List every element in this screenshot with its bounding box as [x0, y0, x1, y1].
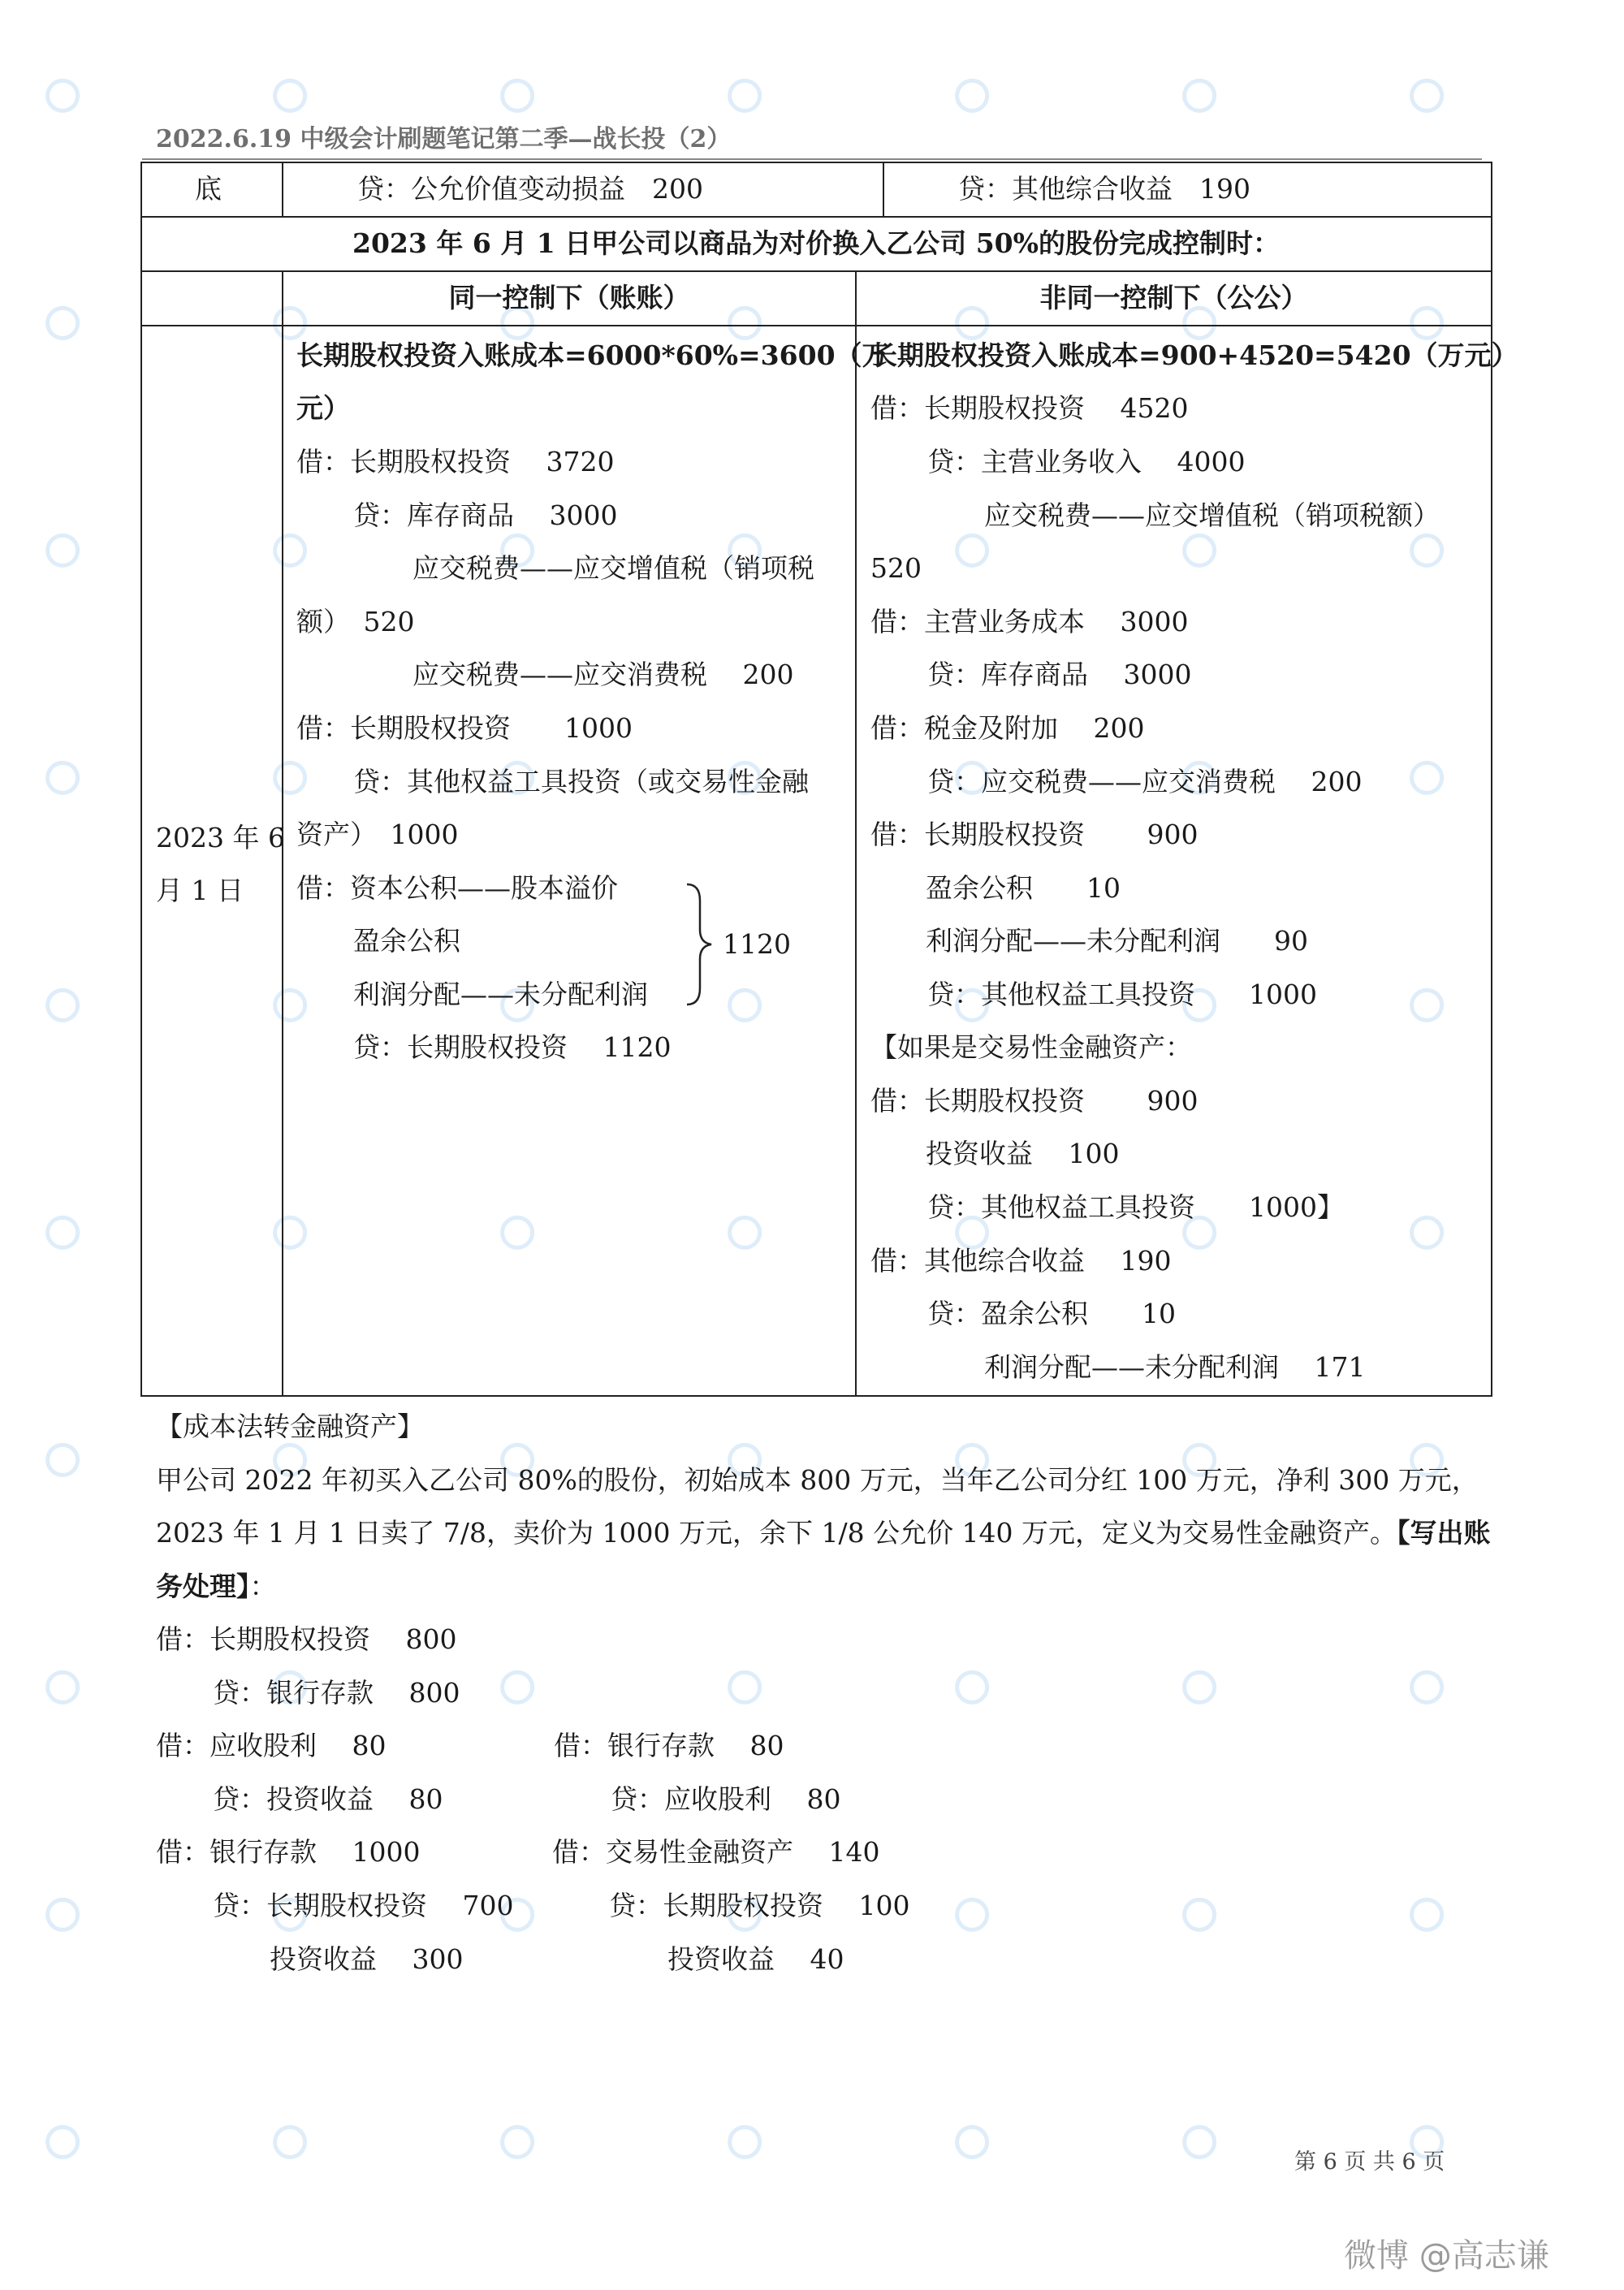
- watermark-logo-icon: [1172, 1579, 1330, 1718]
- right-entry-line: 利润分配——未分配利润 90: [926, 925, 1308, 957]
- watermark-logo-icon: [35, 443, 193, 581]
- answer-entry: 借：银行存款 80: [554, 1730, 784, 1761]
- left-entry-line: 借：长期股权投资 3720: [296, 446, 615, 477]
- brace-total: 1120: [723, 928, 791, 960]
- watermark-logo-icon: [1172, 1807, 1330, 1945]
- right-entry-line: 借：主营业务成本 3000: [870, 606, 1189, 637]
- watermark-logo-icon: [35, 670, 193, 808]
- right-entry-line: 贷：库存商品 3000: [927, 659, 1192, 690]
- watermark-logo-icon: [262, 897, 421, 1035]
- right-entry-line: 借：长期股权投资 4520: [870, 392, 1189, 424]
- watermark-logo-icon: [35, 2034, 193, 2172]
- answer-entry: 贷：投资收益 80: [213, 1783, 443, 1815]
- watermark-logo-icon: [490, 2034, 648, 2172]
- answer-entry: 借：长期股权投资 800: [156, 1623, 457, 1655]
- left-entry-line: 贷：长期股权投资 1120: [353, 1031, 672, 1063]
- watermark-logo-icon: [1172, 0, 1330, 126]
- watermark-logo-icon: [490, 0, 648, 126]
- header-rule: [142, 158, 1482, 160]
- right-entry-line: 贷：主营业务收入 4000: [927, 446, 1246, 477]
- watermark-logo-icon: [262, 1807, 421, 1945]
- right-entry-line: 贷：其他权益工具投资 1000: [927, 979, 1317, 1010]
- watermark-logo-icon: [944, 0, 1103, 126]
- right-entry-line: 应交税费——应交增值税（销项税额）: [984, 499, 1440, 531]
- left-cost-unit: 元）: [296, 392, 350, 424]
- answer-entry: 借：交易性金融资产 140: [552, 1836, 880, 1868]
- watermark-logo-icon: [717, 1125, 875, 1263]
- date-label-line1: 2023 年 6: [156, 822, 285, 853]
- page-number: 第 6 页 共 6 页: [1294, 2150, 1445, 2175]
- watermark-logo-icon: [35, 1807, 193, 1945]
- question-line-1: 甲公司 2022 年初买入乙公司 80%的股份，初始成本 800 万元，当年乙公司分红 100 万元，净利 300 万元，: [156, 1464, 1479, 1496]
- watermark-logo-icon: [717, 1579, 875, 1718]
- question-title: 【成本法转金融资产】: [156, 1411, 424, 1442]
- row0-label: 底: [195, 173, 222, 205]
- watermark-logo-icon: [944, 1807, 1103, 1945]
- watermark-logo-icon: [1399, 1125, 1557, 1263]
- watermark-logo-icon: [1399, 0, 1557, 126]
- left-entry-line: 贷：其他权益工具投资（或交易性金融: [353, 766, 809, 797]
- watermark-logo-icon: [1399, 897, 1557, 1035]
- col-header-same-control: 同一控制下（账账）: [448, 282, 690, 313]
- watermark-logo-icon: [35, 0, 193, 126]
- right-entry-line: 借：长期股权投资 900: [870, 819, 1199, 850]
- answer-entry: 贷：长期股权投资 700: [213, 1890, 514, 1921]
- right-entry-line: 贷：应交税费——应交消费税 200: [927, 766, 1363, 797]
- left-entry-line: 借：资本公积——股本溢价: [296, 872, 618, 904]
- watermark-logo-icon: [490, 897, 648, 1035]
- watermark-logo-icon: [1172, 897, 1330, 1035]
- watermark-logo-icon: [262, 2034, 421, 2172]
- question-text: 2023 年 1 月 1 日卖了 7/8，卖价为 1000 万元，余下 1/8 公允价 140 万元，定义为交易性金融资产。: [156, 1517, 1397, 1549]
- question-colon: ：: [249, 1571, 277, 1602]
- right-entry-line: 借：其他综合收益 190: [870, 1245, 1172, 1277]
- watermark-logo-icon: [262, 0, 421, 126]
- watermark-logo-icon: [717, 897, 875, 1035]
- right-entry-line: 利润分配——未分配利润 171: [984, 1351, 1366, 1383]
- answer-entry: 投资收益 300: [270, 1943, 464, 1975]
- watermark-logo-icon: [1399, 1579, 1557, 1718]
- watermark-logo-icon: [717, 2034, 875, 2172]
- left-entry-line: 盈余公积: [353, 925, 460, 957]
- left-cost-formula: 长期股权投资入账成本=6000*60%=3600（万: [296, 339, 889, 371]
- watermark-logo-icon: [35, 897, 193, 1035]
- answer-entry: 借：应收股利 80: [156, 1730, 387, 1761]
- row0-credit-oci: 贷：其他综合收益 190: [958, 173, 1250, 205]
- right-entry-line: 贷：其他权益工具投资 1000】: [927, 1191, 1344, 1223]
- question-instruction-end: 务处理】: [156, 1571, 250, 1602]
- question-instruction: 【写出账: [1397, 1517, 1491, 1549]
- left-entry-line: 应交税费——应交消费税 200: [412, 659, 794, 690]
- watermark-logo-icon: [1399, 1807, 1557, 1945]
- question-line-2: [156, 1517, 1491, 1549]
- question-line-3: [156, 1571, 277, 1603]
- row0-credit-fv: 贷：公允价值变动损益 200: [357, 173, 703, 205]
- left-entry-line: 额） 520: [296, 606, 415, 637]
- left-entry-line: 应交税费——应交增值税（销项税: [412, 552, 814, 584]
- watermark-logo-icon: [944, 897, 1103, 1035]
- right-entry-line: 【如果是交易性金融资产：: [870, 1031, 1192, 1063]
- watermark-logo-icon: [717, 0, 875, 126]
- left-entry-line: 利润分配——未分配利润: [353, 979, 648, 1010]
- right-cost-formula: 长期股权投资入账成本=900+4520=5420（万元）: [870, 339, 1518, 371]
- date-label-line2: 月 1 日: [156, 875, 244, 906]
- answer-entry: 贷：长期股权投资 100: [609, 1890, 910, 1921]
- watermark-logo-icon: [490, 1579, 648, 1718]
- watermark-logo-icon: [35, 1125, 193, 1263]
- answer-entry: 贷：银行存款 800: [213, 1677, 460, 1709]
- section-title: 2023 年 6 月 1 日甲公司以商品为对价换入乙公司 50%的股份完成控制时：: [352, 227, 1280, 259]
- weibo-watermark: 微博 @高志谦: [1344, 2237, 1549, 2275]
- watermark-logo-icon: [1399, 670, 1557, 808]
- right-entry-line: 盈余公积 10: [926, 872, 1121, 904]
- watermark-logo-icon: [944, 1579, 1103, 1718]
- right-entry-line: 投资收益 100: [926, 1138, 1120, 1169]
- right-entry-line: 借：税金及附加 200: [870, 712, 1145, 744]
- brace-icon: [684, 881, 716, 1007]
- left-entry-line: 借：长期股权投资 1000: [296, 712, 633, 744]
- answer-entry: 借：银行存款 1000: [156, 1836, 421, 1868]
- document-header: 2022.6.19 中级会计刷题笔记第二季—战长投（2）: [156, 125, 732, 153]
- watermark-logo-icon: [490, 1807, 648, 1945]
- watermark-logo-icon: [944, 2034, 1103, 2172]
- col-header-nonsame-control: 非同一控制下（公公）: [1039, 282, 1308, 313]
- right-entry-line: 借：长期股权投资 900: [870, 1085, 1199, 1117]
- watermark-logo-icon: [490, 1125, 648, 1263]
- watermark-logo-icon: [717, 1807, 875, 1945]
- answer-entry: 贷：应收股利 80: [611, 1783, 841, 1815]
- right-entry-line: 520: [870, 552, 922, 584]
- left-entry-line: 资产） 1000: [296, 819, 459, 850]
- watermark-logo-icon: [262, 1125, 421, 1263]
- left-entry-line: 贷：库存商品 3000: [353, 499, 618, 531]
- right-entry-line: 贷：盈余公积 10: [927, 1298, 1176, 1329]
- answer-entry: 投资收益 40: [667, 1943, 844, 1975]
